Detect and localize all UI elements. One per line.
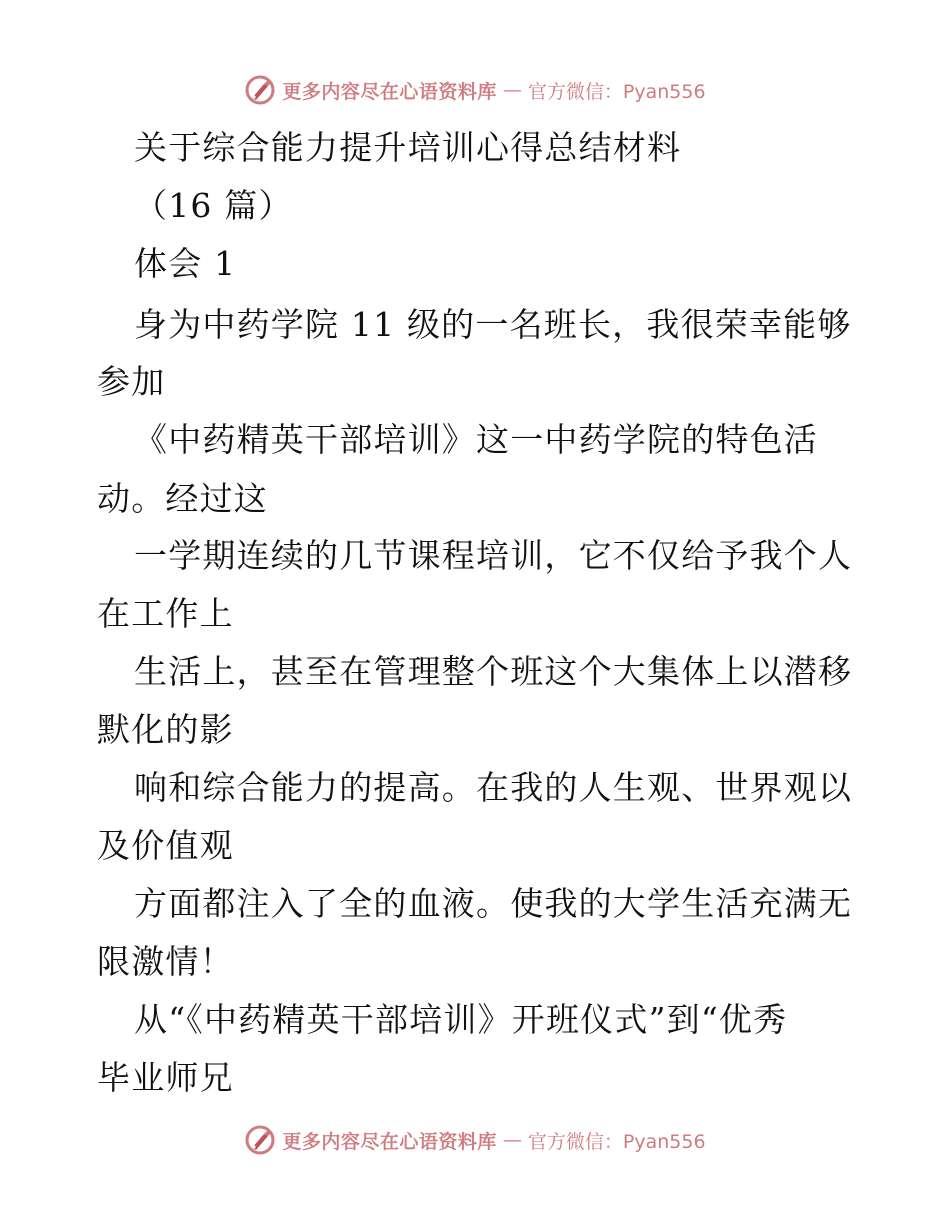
- paragraph-line: 一学期连续的几节课程培训，它不仅给予我个人: [134, 536, 853, 575]
- paragraph-line: 身为中药学院 11 级的一名班长，我很荣幸能够: [134, 305, 852, 344]
- paragraph-line: 毕业师兄: [97, 1058, 234, 1097]
- footer-watermark-banner: [0, 1120, 950, 1160]
- banner-slogan: 更多内容尽在心语资料库: [282, 80, 497, 103]
- paragraph-line: 响和综合能力的提高。在我的人生观、世界观以: [134, 768, 853, 807]
- paragraph-line: 及价值观: [97, 826, 234, 865]
- banner-wechat: 官方微信：Pyan556: [527, 1130, 706, 1153]
- paragraph-line: 在工作上: [97, 594, 234, 633]
- banner-dash: —: [502, 1129, 522, 1151]
- paragraph-line: 从“《中药精英干部培训》开班仪式”到“优秀: [134, 1000, 788, 1039]
- paragraph-line: 方面都注入了全的血液。使我的大学生活充满无: [134, 884, 853, 923]
- banner-wechat: 官方微信：Pyan556: [527, 80, 706, 103]
- document-title-count: （16 篇）: [134, 186, 293, 225]
- paragraph-line: 生活上，甚至在管理整个班这个大集体上以潜移: [134, 652, 853, 691]
- paragraph-line: 限激情！: [97, 942, 234, 981]
- paragraph-line: 参加: [97, 362, 166, 401]
- pen-logo-icon: [244, 1124, 276, 1156]
- paragraph-line: 默化的影: [97, 710, 234, 749]
- banner-slogan: 更多内容尽在心语资料库: [282, 1130, 497, 1153]
- section-heading: 体会 1: [134, 244, 237, 283]
- paragraph-line: 动。经过这: [97, 479, 268, 518]
- document-title: 关于综合能力提升培训心得总结材料: [134, 128, 682, 167]
- paragraph-line: 《中药精英干部培训》这一中药学院的特色活: [134, 420, 818, 459]
- banner-dash: —: [502, 79, 522, 101]
